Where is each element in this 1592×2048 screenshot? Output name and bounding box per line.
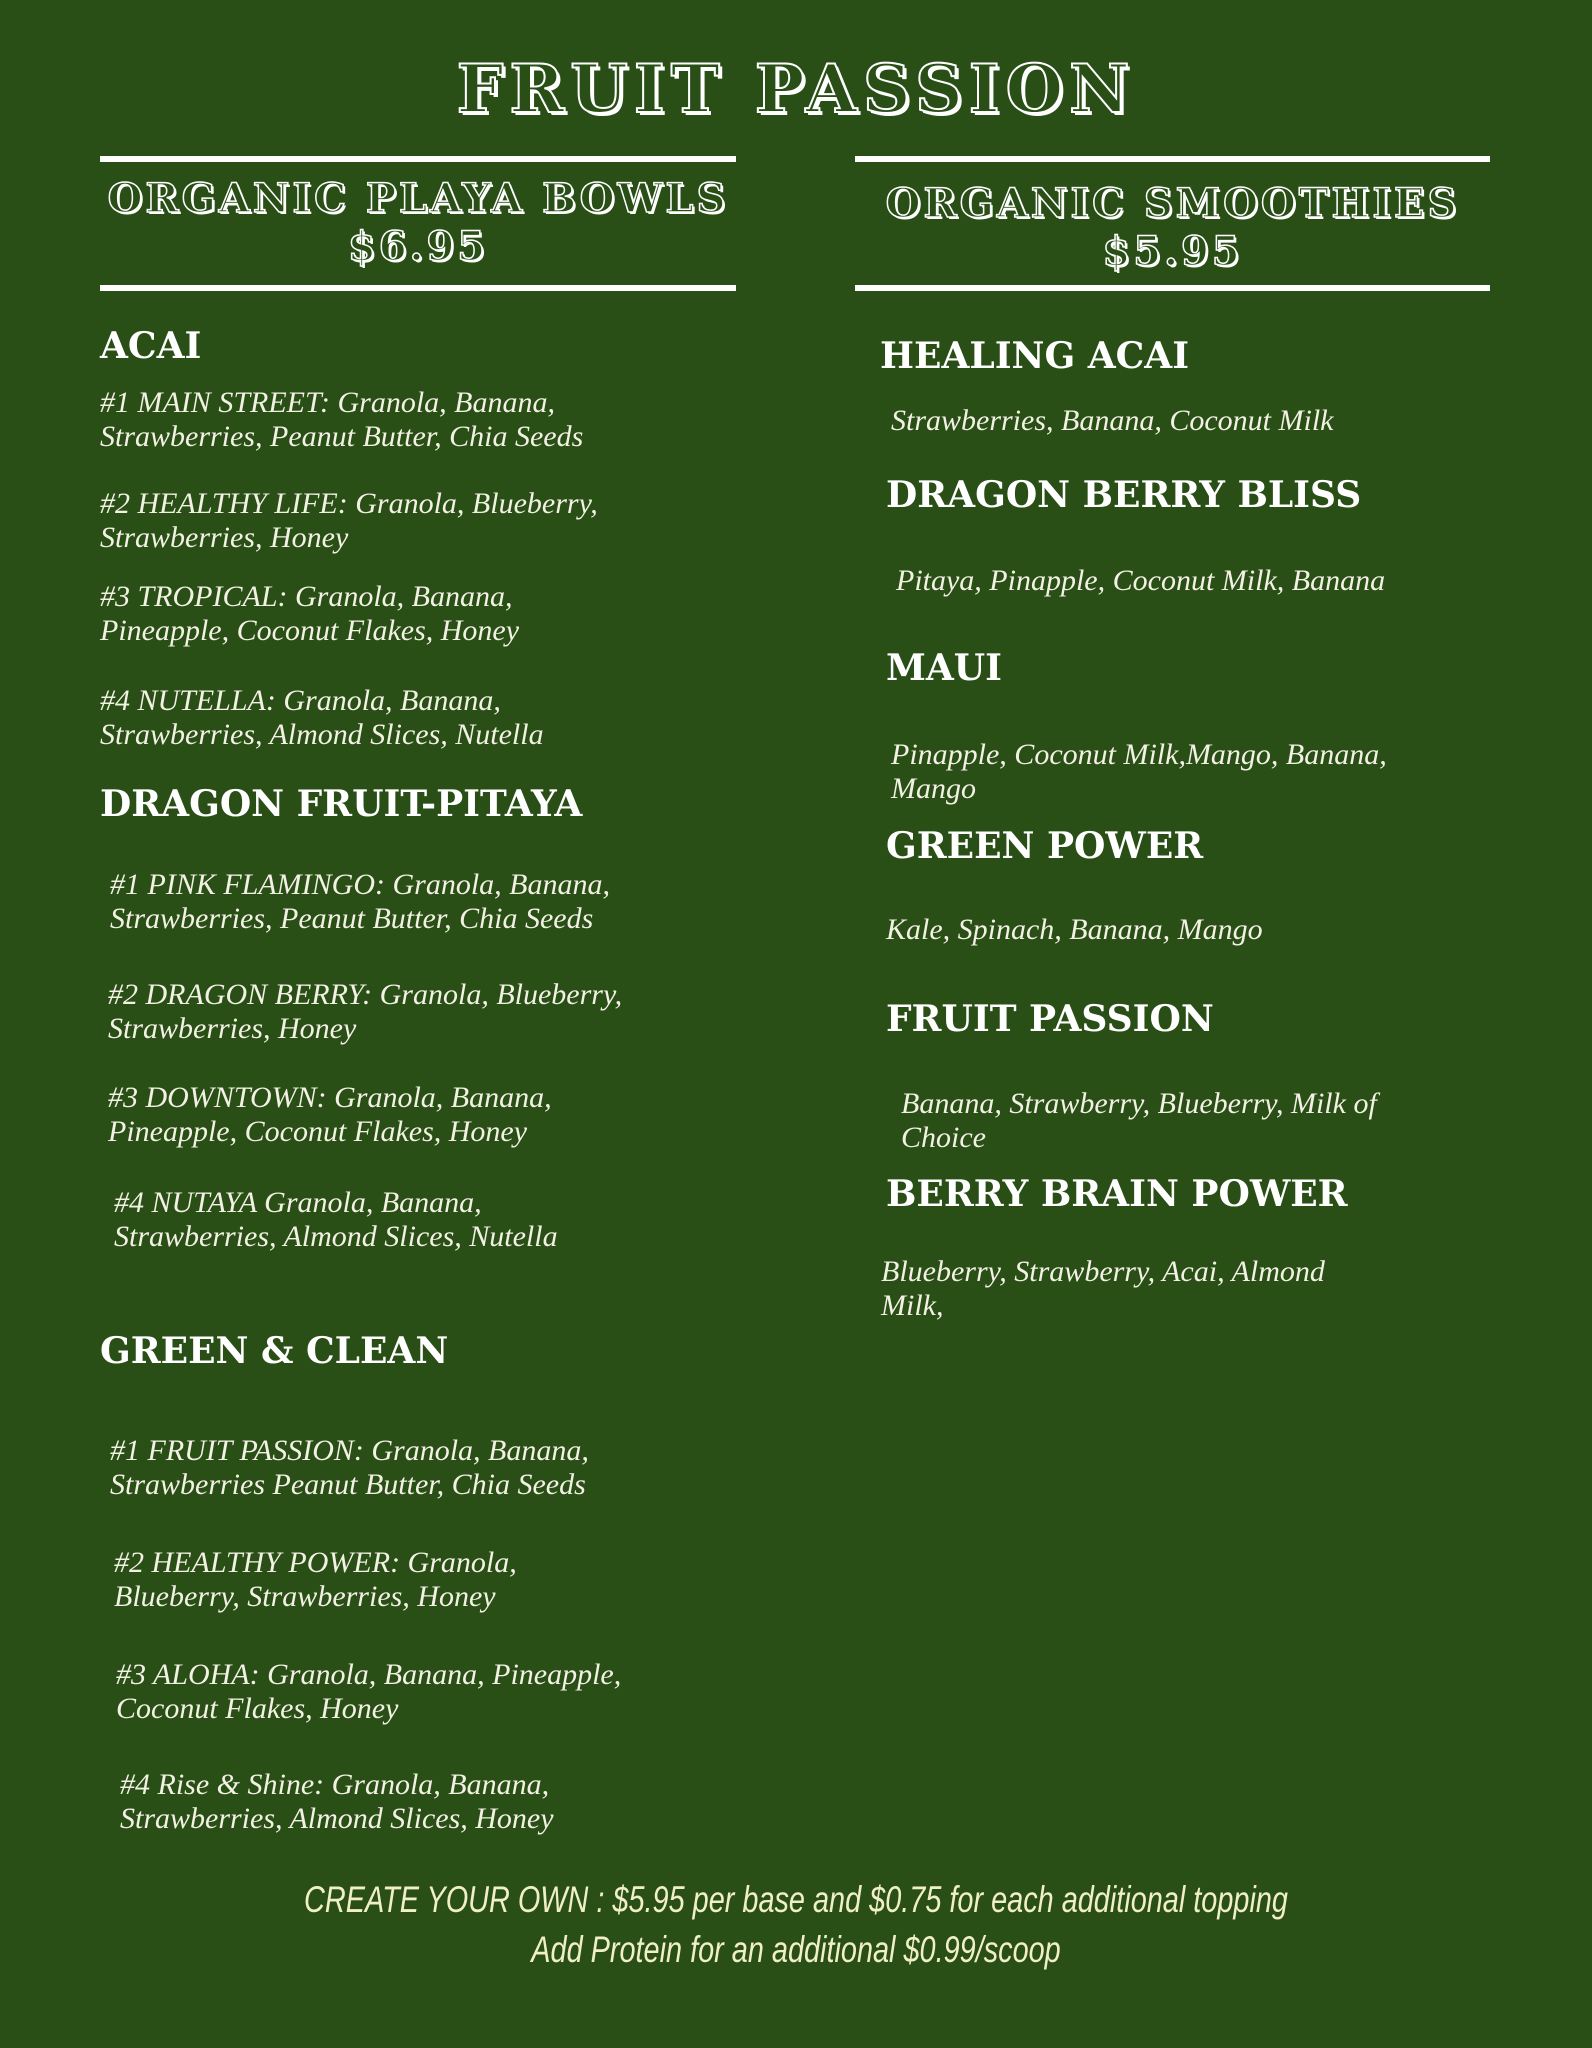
menu-item: #4 NUTAYA Granola, Banana, Strawberries, Almond Slices, Nutella	[114, 1186, 558, 1253]
menu-item: #1 PINK FLAMINGO: Granola, Banana, Strawberries, Peanut Butter, Chia Seeds	[110, 868, 610, 935]
divider-bottom	[100, 285, 736, 291]
smoothie-name: BERRY BRAIN POWER	[886, 1173, 1348, 1215]
divider-top	[855, 156, 1490, 162]
bowls-heading-text: ORGANIC PLAYA BOWLS $6.95	[107, 175, 729, 270]
add-protein-text: Add Protein for an additional $0.99/scoop	[531, 1929, 1061, 1970]
divider-top	[100, 156, 736, 162]
smoothies-heading	[855, 180, 1490, 276]
bowls-heading	[100, 175, 736, 271]
smoothies-heading-text: ORGANIC SMOOTHIES $5.95	[885, 180, 1460, 275]
smoothie-description: Pitaya, Pinapple, Coconut Milk, Banana	[896, 564, 1386, 597]
smoothie-description: Banana, Strawberry, Blueberry, Milk of Choice	[901, 1087, 1377, 1154]
menu-item: #2 DRAGON BERRY: Granola, Blueberry, Strawberries, Honey	[108, 978, 623, 1045]
category-green-clean: GREEN & CLEAN	[100, 1330, 449, 1372]
menu-item: #2 HEALTHY LIFE: Granola, Blueberry, Strawberries, Honey	[100, 487, 598, 554]
menu-item: #1 MAIN STREET: Granola, Banana, Strawberries, Peanut Butter, Chia Seeds	[100, 386, 584, 453]
smoothie-description: Blueberry, Strawberry, Acai, Almond Milk,	[881, 1255, 1325, 1322]
smoothie-description: Strawberries, Banana, Coconut Milk	[891, 404, 1334, 437]
smoothie-description: Pinapple, Coconut Milk,Mango, Banana, Mango	[891, 738, 1387, 805]
menu-item: #2 HEALTHY POWER: Granola, Blueberry, Strawberries, Honey	[114, 1546, 517, 1613]
create-your-own-text: CREATE YOUR OWN : $5.95 per base and $0.75 for each additional topping	[304, 1879, 1288, 1920]
category-dragon-fruit-pitaya: DRAGON FRUIT-PITAYA	[100, 783, 583, 825]
menu-item: #3 DOWNTOWN: Granola, Banana, Pineapple, Coconut Flakes, Honey	[108, 1081, 552, 1148]
smoothie-name: DRAGON BERRY BLISS	[886, 474, 1362, 516]
footer-note	[175, 1875, 1417, 1975]
smoothie-name: HEALING ACAI	[880, 335, 1190, 377]
menu-item: #4 Rise & Shine: Granola, Banana, Strawberries, Almond Slices, Honey	[120, 1768, 554, 1835]
menu-item: #3 TROPICAL: Granola, Banana, Pineapple, Coconut Flakes, Honey	[100, 580, 520, 647]
menu-title: FRUIT PASSION	[456, 50, 1136, 128]
smoothie-name: GREEN POWER	[886, 825, 1204, 867]
menu-item: #3 ALOHA: Granola, Banana, Pineapple, Coconut Flakes, Honey	[116, 1658, 622, 1725]
smoothie-name: MAUI	[886, 647, 1003, 689]
divider-bottom	[855, 285, 1490, 291]
menu-item: #4 NUTELLA: Granola, Banana, Strawberries, Almond Slices, Nutella	[100, 684, 544, 751]
smoothie-description: Kale, Spinach, Banana, Mango	[886, 913, 1263, 946]
menu-item: #1 FRUIT PASSION: Granola, Banana, Strawberries Peanut Butter, Chia Seeds	[110, 1434, 589, 1501]
category-acai: ACAI	[100, 325, 202, 367]
smoothie-name: FRUIT PASSION	[886, 998, 1214, 1040]
